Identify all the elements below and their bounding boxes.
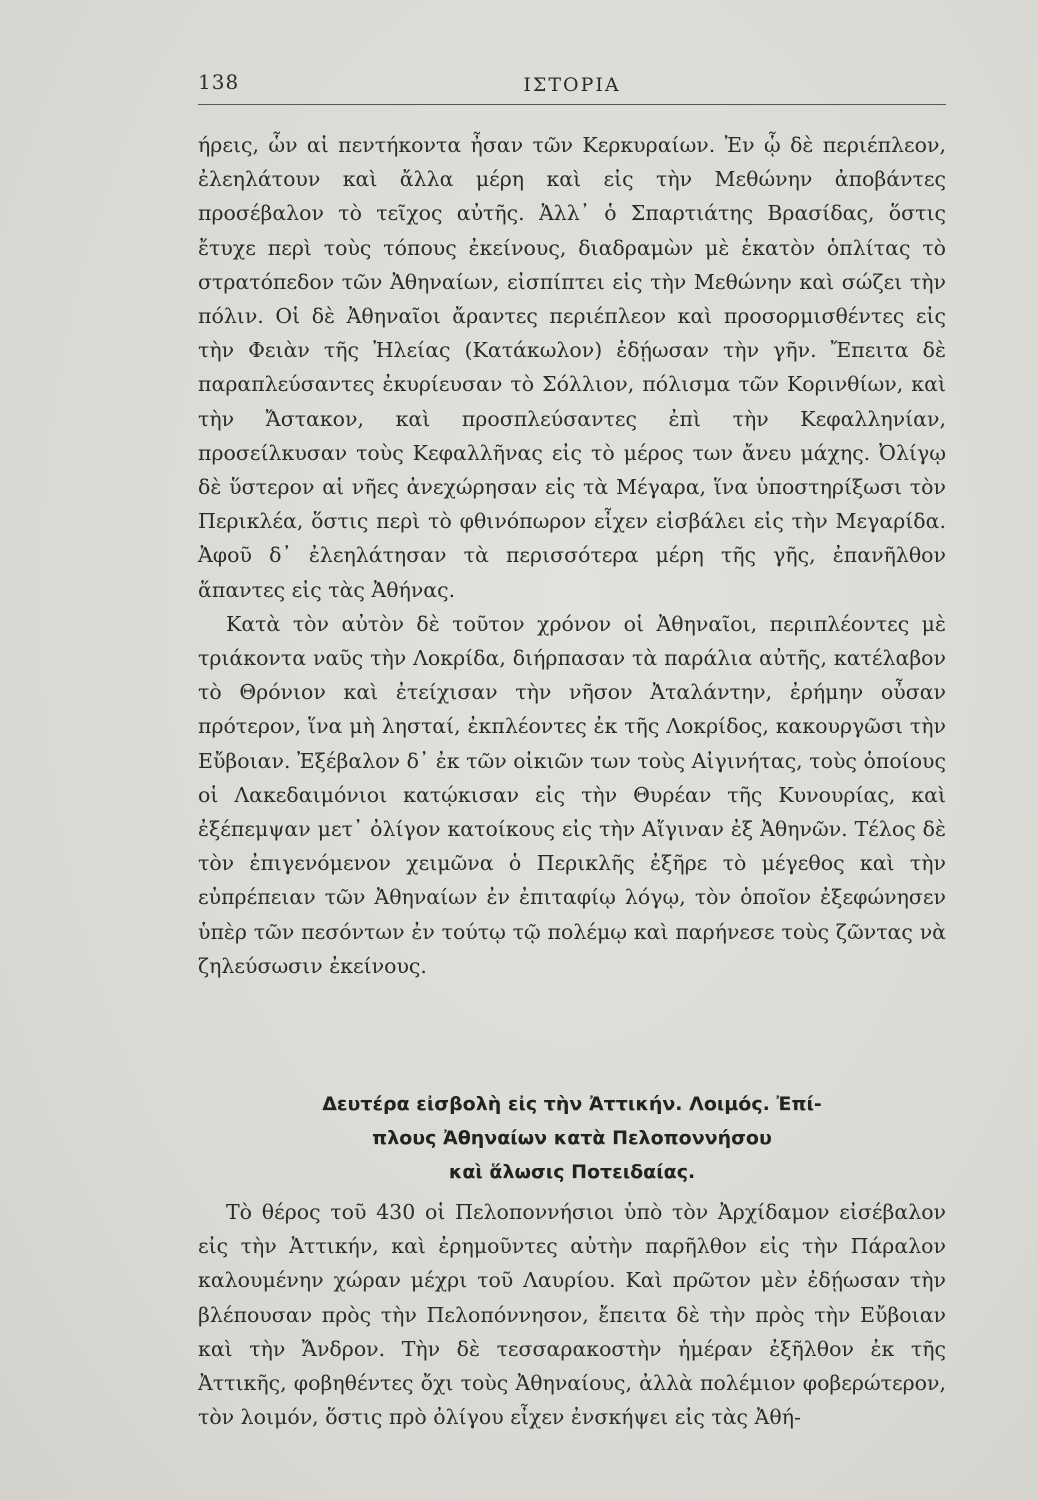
section-heading-line-1: Δευτέρα εἰσβολὴ εἰς τὴν Ἀττικήν. Λοιμός. Ἐπί- [322,1093,822,1115]
running-title: ΙΣΤΟΡΙΑ [523,74,621,96]
section-text-block [198,1195,946,1434]
main-text-block [198,128,946,983]
paragraph-1: ήρεις, ὧν αἱ πεντήκοντα ἦσαν τῶν Κερκυραίων. Ἐν ᾧ δὲ περιέπλεον, ἐλεηλάτουν καὶ ἄλλα μέρη καὶ εἰς τὴν Μεθώνην ἀποβάντες προσέβαλον τὸ τεῖχος αὐτῆς. Ἀλλ᾽ ὁ Σπαρτιάτης Βρασίδας, ὅστις ἔτυχε περὶ τοὺς τόπους ἐκείνους, διαδραμὼν μὲ ἑκατὸν ὁπλίτας τὸ στρατόπεδον τῶν Ἀθηναίων, εἰσπίπτει εἰς τὴν Μεθώνην καὶ σώζει τὴν πόλιν. Οἱ δὲ Ἀθηναῖοι ἄραντες περιέπλεον καὶ προσορμισθέντες εἰς τὴν Φειὰν τῆς Ἠλείας (Κατάκωλον) ἐδῄωσαν τὴν γῆν. Ἔπειτα δὲ παραπλεύσαντες ἐκυρίευσαν τὸ Σόλλιον, πόλισμα τῶν Κορινθίων, καὶ τὴν Ἄστακον, καὶ προσπλεύσαντες ἐπὶ τὴν Κεφαλληνίαν, προσείλκυσαν τοὺς Κεφαλλῆνας εἰς τὸ μέρος των ἄνευ μάχης. Ὀλίγῳ δὲ ὕστερον αἱ νῆες ἀνεχώρησαν εἰς τὰ Μέγαρα, ἵνα ὑποστηρίξωσι τὸν Περικλέα, ὅστις περὶ τὸ φθινόπωρον εἶχεν εἰσβάλει εἰς τὴν Μεγαρίδα. Ἀφοῦ δ᾽ ἐλεηλάτησαν τὰ περισσότερα μέρη τῆς γῆς, ἐπανῆλθον ἅπαντες εἰς τὰς Ἀθήνας. [198,133,946,602]
header-rule [198,104,946,105]
page-number: 138 [198,70,240,94]
section-heading [198,1087,946,1189]
section-paragraph: Τὸ θέρος τοῦ 430 οἱ Πελοποννήσιοι ὑπὸ τὸν Ἀρχίδαμον εἰσέβαλον εἰς τὴν Ἀττικήν, καὶ ἐρημοῦντες αὐτὴν παρῆλθον εἰς τὴν Πάραλον καλουμένην χώραν μέχρι τοῦ Λαυρίου. Καὶ πρῶτον μὲν ἐδῄωσαν τὴν βλέπουσαν πρὸς τὴν Πελοπόννησον, ἔπειτα δὲ τὴν πρὸς τὴν Εὔβοιαν καὶ τὴν Ἄνδρον. Τὴν δὲ τεσσαρακοστὴν ἡμέραν ἐξῆλθον ἐκ τῆς Ἀττικῆς, φοβηθέντες ὄχι τοὺς Ἀθηναίους, ἀλλὰ πολέμιον φοβερώτερον, τὸν λοιμόν, ὅστις πρὸ ὀλίγου εἶχεν ἐνσκήψει εἰς τὰς Ἀθή- [198,1200,946,1430]
section-heading-line-3: καὶ ἅλωσις Ποτειδαίας. [448,1161,696,1183]
paragraph-2: Κατὰ τὸν αὐτὸν δὲ τοῦτον χρόνον οἱ Ἀθηναῖοι, περιπλέοντες μὲ τριάκοντα ναῦς τὴν Λοκρίδα, διήρπασαν τὰ παράλια αὐτῆς, κατέλαβον τὸ Θρόνιον καὶ ἐτείχισαν τὴν νῆσον Ἀταλάντην, ἐρήμην οὖσαν πρότερον, ἵνα μὴ λησταί, ἐκπλέοντες ἐκ τῆς Λοκρίδος, κακουργῶσι τὴν Εὔβοιαν. Ἐξέβαλον δ᾽ ἐκ τῶν οἰκιῶν των τοὺς Αἰγινήτας, τοὺς ὁποίους οἱ Λακεδαιμόνιοι κατῴκισαν εἰς τὴν Θυρέαν τῆς Κυνουρίας, καὶ ἐξέπεμψαν μετ᾽ ὀλίγον κατοίκους εἰς τὴν Αἴγιναν ἐξ Ἀθηνῶν. Τέλος δὲ τὸν ἐπιγενόμενον χειμῶνα ὁ Περικλῆς ἐξῆρε τὸ μέγεθος καὶ τὴν εὐπρέπειαν τῶν Ἀθηναίων ἐν ἐπιταφίῳ λόγῳ, τὸν ὁποῖον ἐξεφώνησεν ὑπὲρ τῶν πεσόντων ἐν τούτῳ τῷ πολέμῳ καὶ παρήνεσε τοὺς ζῶντας νὰ ζηλεύσωσιν ἐκείνους. [198,611,946,978]
page-header [198,66,946,106]
section-heading-line-2: πλους Ἀθηναίων κατὰ Πελοποννήσου [372,1127,772,1149]
